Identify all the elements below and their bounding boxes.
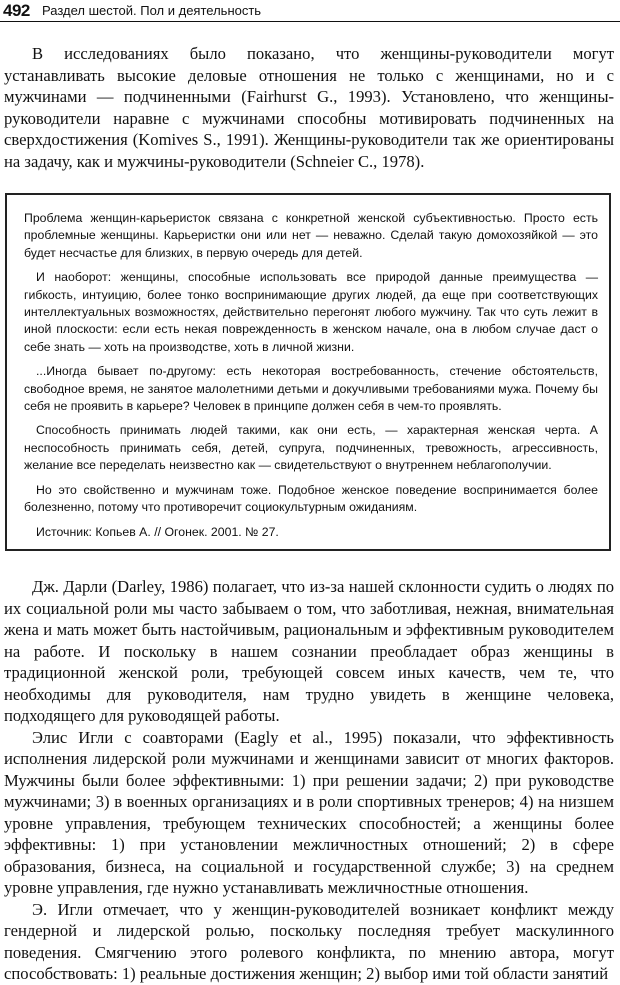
quote-box <box>5 193 611 551</box>
running-title: Раздел шестой. Пол и деятельность <box>42 3 262 18</box>
intro-section <box>4 43 614 172</box>
body-paragraph: Элис Игли с соавторами (Eagly et al., 1995) показали, что эффективность исполнения лидерской роли мужчинами и женщинами зависит от многих факторов. Мужчины были более эффективными: 1) при решении задачи; 2) при руководстве мужчинами; 3) в военных организациях и в роли спортивных тренеров; 4) на низшем уровне управления, требующем технических способностей; а женщины более эффективны: 1) при установлении межличностных отношений; 2) в сфере образования, бизнеса, на социальной и государственной службе; 3) на среднем уровне управления, где нужно устанавливать межличностные отношения. <box>4 727 614 897</box>
box-paragraph: ...Иногда бывает по-другому: есть некоторая востребованность, стечение обстоятельств, свободное время, не занятое малолетними детьми и докучливыми требованиями мужа. Почему бы себя не проявить в карьере? Человек в принципе должен себя в чем-то проявлять. <box>24 364 598 414</box>
body-paragraph: Э. Игли отмечает, что у женщин-руководителей возникает конфликт между гендерной и лидерской ролью, поскольку последняя требует маскулинного поведения. Смягчению этого ролевого конфликта, по мнению автора, могут способствовать: 1) реальные достижения женщин; 2) выбор ими той области занятий <box>4 899 614 983</box>
box-paragraph: Способность принимать людей такими, как они есть, — характерная женская черта. А неспособность принимать себя, детей, супруга, подчиненных, тревожность, агрессивность, желание все переделать неизвестно как — свидетельствуют о внутреннем неблагополучии. <box>24 423 598 473</box>
box-source: Источник: Копьев А. // Огонек. 2001. № 27. <box>36 524 279 539</box>
running-header <box>0 0 620 22</box>
header-rule <box>0 21 620 22</box>
body-paragraph: Дж. Дарли (Darley, 1986) полагает, что из-за нашей склонности судить о людях по их социальной роли мы часто забываем о том, что заботливая, нежная, внимательная жена и мать может быть настойчивым, рациональным и эффективным руководителем на работе. И поскольку в нашем сознании преобладает образ женщины в традиционной женской роли, требующей совсем иных качеств, чем те, что необходимы для руководителя, нам трудно увидеть в женщине человека, подходящего для руководящей работы. <box>4 577 614 725</box>
page-number: 492 <box>3 1 30 20</box>
box-paragraph: И наоборот: женщины, способные использовать все природой данные преимущества — гибкость, интуицию, более тонко воспринимающие других людей, да еще при соответствующих интеллектуальных возможностях, действительно перегонят любого мужчину. Так что суть лежит в иной плоскости: если есть некая поврежденность в женском начале, она в любом случае даст о себе знать — хоть на производстве, хоть в личной жизни. <box>24 270 598 354</box>
box-paragraph: Но это свойственно и мужчинам тоже. Подобное женское поведение воспринимается более болезненно, потому что противоречит социокультурным ожиданиям. <box>24 482 598 515</box>
main-text <box>4 576 614 985</box>
box-paragraph: Проблема женщин-карьеристок связана с конкретной женской субъективностью. Просто есть проблемные женщины. Карьеристки они или нет — неважно. Сделай такую домохозяйкой — это будет несчастье для близких, в первую очередь для детей. <box>24 211 598 260</box>
intro-paragraph: В исследованиях было показано, что женщины-руководители могут устанавливать высокие деловые отношения не только с женщинами, но и с мужчинами — подчиненными (Fairhurst G., 1993). Установлено, что женщины-руководители наравне с мужчинами способны мотивировать подчиненных на сверхдостижения (Komives S., 1991). Женщины-руководители так же ориентированы на задачу, как и мужчины-руководители (Schneier C., 1978). <box>4 44 614 171</box>
